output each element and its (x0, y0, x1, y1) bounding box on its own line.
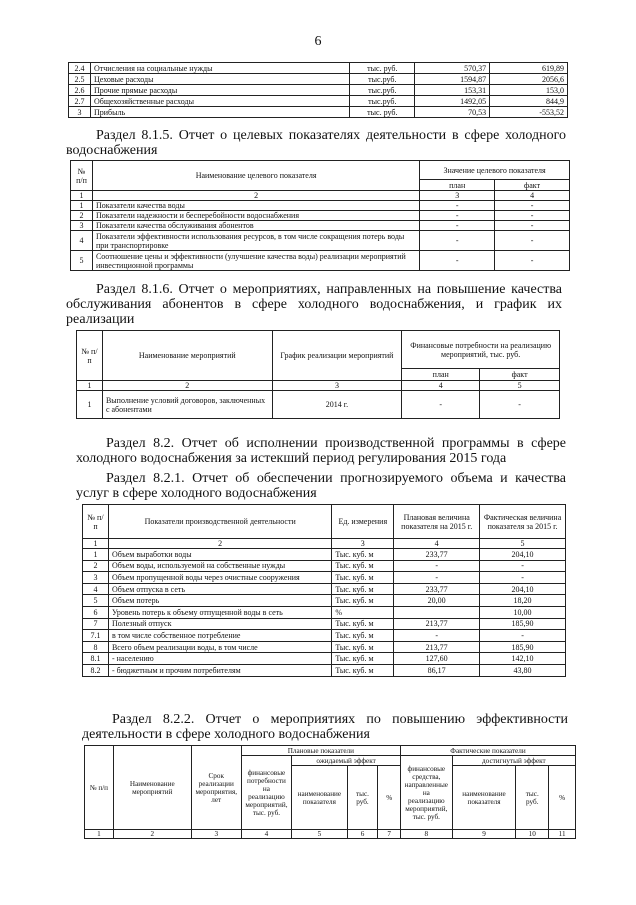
section-822-heading: Раздел 8.2.2. Отчет о мероприятиях по повышению эффективности деятельности в сфере холодного водоснабжения (82, 712, 568, 742)
costs-table (68, 62, 568, 118)
row-unit: Тыс. куб. м (332, 560, 394, 572)
row-fact: - (495, 211, 570, 221)
row-num: 5 (83, 595, 109, 607)
index-cell: 3 (191, 830, 241, 839)
row-plan: - (420, 251, 495, 271)
index-cell: 7 (378, 830, 401, 839)
index-cell: 2 (108, 539, 331, 549)
row-fact: - (495, 251, 570, 271)
row-plan: - (420, 221, 495, 231)
row-num: 8 (83, 641, 109, 653)
table-row (83, 560, 566, 572)
page-number: 6 (314, 34, 322, 49)
row-unit: Тыс. куб. м (332, 583, 394, 595)
row-plan: 127,60 (394, 653, 480, 665)
row-num: 5 (71, 251, 93, 271)
table-row (83, 549, 566, 561)
row-num: 7 (83, 618, 109, 630)
row-num: 2.7 (69, 96, 91, 107)
row-num: 3 (71, 221, 93, 231)
row-unit: Тыс. куб. м (332, 572, 394, 584)
index-cell: 3 (420, 191, 495, 201)
row-plan: 1492,05 (415, 96, 490, 107)
row-name: Прибыль (90, 107, 349, 118)
row-name: Показатели качества воды (92, 201, 419, 211)
row-unit: тыс.руб. (350, 96, 415, 107)
row-unit: Тыс. куб. м (332, 630, 394, 642)
row-name: Показатели качества обслуживания абонентов (92, 221, 419, 231)
table-row (83, 595, 566, 607)
index-cell: 1 (71, 191, 93, 201)
row-plan: 233,77 (394, 549, 480, 561)
row-num: 8.1 (83, 653, 109, 665)
table-row (71, 251, 570, 271)
section-82-heading: Раздел 8.2. Отчет об исполнении производственной программы в сфере холодного водоснабжения за истекший период регулирования 2015 года (76, 436, 566, 466)
row-fact: 185,90 (480, 618, 566, 630)
row-plan: 86,17 (394, 664, 480, 676)
row-fact: 10,00 (480, 606, 566, 618)
row-num: 4 (83, 583, 109, 595)
row-num: 4 (71, 231, 93, 251)
row-name: Объем потерь (108, 595, 331, 607)
row-fact: 43,80 (480, 664, 566, 676)
row-plan: 1594,87 (415, 74, 490, 85)
section-816-heading: Раздел 8.1.6. Отчет о мероприятиях, направленных на повышение качества обслуживания абонентов в сфере холодного водоснабжения, и график их реализации (66, 282, 562, 327)
row-fact: -553,52 (490, 107, 568, 118)
row-plan: - (420, 201, 495, 211)
col-actual-header: Фактические показатели (400, 746, 575, 756)
row-name: Общехозяйственные расходы (90, 96, 349, 107)
row-fact: 204,10 (480, 583, 566, 595)
row-plan: - (394, 560, 480, 572)
row-unit: Тыс. куб. м (332, 549, 394, 561)
row-name: Объем выработки воды (108, 549, 331, 561)
index-cell: 10 (516, 830, 549, 839)
row-name: Выполнение условий договоров, заключенных с абонентами (102, 391, 272, 419)
row-name: Прочие прямые расходы (90, 85, 349, 96)
col-fact-header: Фактическая величина показателя за 2015 г. (480, 505, 566, 539)
row-fact: 619,89 (490, 63, 568, 74)
row-unit: тыс. руб. (350, 107, 415, 118)
table-row (69, 85, 568, 96)
row-num: 1 (83, 549, 109, 561)
col-num-header: № п/п (83, 505, 109, 539)
row-num: 7.1 (83, 630, 109, 642)
col-name-header: Наименование мероприятий (113, 746, 191, 830)
row-unit: тыс.руб. (350, 85, 415, 96)
row-name: Объем пропущенной воды через очистные сооружения (108, 572, 331, 584)
col-achieved-header: достигнутый эффект (452, 756, 575, 766)
table-row (77, 391, 560, 419)
row-plan: - (420, 231, 495, 251)
col-plan-header: план (402, 369, 480, 381)
index-cell: 2 (102, 381, 272, 391)
table-row (83, 630, 566, 642)
col-name-header: Показатели производственной деятельности (108, 505, 331, 539)
col-fact-header: факт (480, 369, 560, 381)
section-821-heading: Раздел 8.2.1. Отчет об обеспечении прогнозируемого объема и качества услуг в сфере холодного водоснабжения (76, 471, 566, 501)
row-num: 2.6 (69, 85, 91, 96)
col-plan-header: Плановая величина показателя на 2015 г. (394, 505, 480, 539)
service-measures-table (76, 330, 560, 419)
row-plan: 570,37 (415, 63, 490, 74)
row-num: 2.5 (69, 74, 91, 85)
row-fact: - (480, 560, 566, 572)
col-num-header: № п/п (71, 161, 93, 191)
index-cell: 3 (272, 381, 402, 391)
index-cell: 9 (452, 830, 516, 839)
col-percent-header: % (549, 766, 576, 830)
row-fact: 844,9 (490, 96, 568, 107)
row-plan: 153,31 (415, 85, 490, 96)
row-name: - бюджетным и прочим потребителям (108, 664, 331, 676)
row-num: 2 (83, 560, 109, 572)
col-value-header: Значение целевого показателя (420, 161, 570, 180)
row-name: Соотношение цены и эффективности (улучшение качества воды) реализации мероприятий инвестиционной программы (92, 251, 419, 271)
col-indicator-header: наименование показателя (452, 766, 516, 830)
index-cell: 4 (402, 381, 480, 391)
row-unit: тыс.руб. (350, 74, 415, 85)
row-plan: 233,77 (394, 583, 480, 595)
col-schedule-header: График реализации мероприятий (272, 331, 402, 381)
table-row (83, 618, 566, 630)
col-percent-header: % (378, 766, 401, 830)
targets-table (70, 160, 570, 271)
col-num-header: № п/п (85, 746, 114, 830)
row-num: 1 (77, 391, 103, 419)
row-name: Всего объем реализации воды, в том числе (108, 641, 331, 653)
index-cell: 8 (400, 830, 452, 839)
row-name: Объем воды, используемой на собственные нужды (108, 560, 331, 572)
table-row (83, 583, 566, 595)
row-plan: 20,00 (394, 595, 480, 607)
col-term-header: Срок реализации мероприятия, лет (191, 746, 241, 830)
table-row (83, 572, 566, 584)
col-finance-header: Финансовые потребности на реализацию мероприятий, тыс. руб. (402, 331, 560, 369)
index-cell: 4 (241, 830, 291, 839)
col-name-header: Наименование целевого показателя (92, 161, 419, 191)
row-unit: Тыс. куб. м (332, 653, 394, 665)
row-unit: Тыс. куб. м (332, 641, 394, 653)
table-row (69, 96, 568, 107)
table-row (69, 74, 568, 85)
row-name: Отчисления на социальные нужды (90, 63, 349, 74)
table-row (71, 231, 570, 251)
col-plan-header: план (420, 180, 495, 191)
index-cell: 2 (92, 191, 419, 201)
index-cell: 1 (85, 830, 114, 839)
table-row (83, 653, 566, 665)
row-name: Полезный отпуск (108, 618, 331, 630)
col-indicator-header: наименование показателя (292, 766, 347, 830)
row-fact: 204,10 (480, 549, 566, 561)
row-fact: - (495, 231, 570, 251)
row-unit: % (332, 606, 394, 618)
row-name: Показатели эффективности использования ресурсов, в том числе сокращения потерь воды при транспортировке (92, 231, 419, 251)
row-unit: тыс. руб. (350, 63, 415, 74)
row-num: 3 (83, 572, 109, 584)
row-fact: 185,90 (480, 641, 566, 653)
row-fact: 142,10 (480, 653, 566, 665)
section-815-heading: Раздел 8.1.5. Отчет о целевых показателях деятельности в сфере холодного водоснабжения (66, 128, 566, 158)
table-row (83, 606, 566, 618)
row-schedule: 2014 г. (272, 391, 402, 419)
row-fact: 18,20 (480, 595, 566, 607)
table-row (71, 221, 570, 231)
row-plan: 70,53 (415, 107, 490, 118)
row-plan (394, 606, 480, 618)
row-num: 8.2 (83, 664, 109, 676)
table-row (83, 664, 566, 676)
col-fact-finance-header: финансовые средства, направленные на реализацию мероприятий, тыс. руб. (400, 756, 452, 830)
row-unit: Тыс. куб. м (332, 664, 394, 676)
row-plan: - (394, 572, 480, 584)
row-name: в том числе собственное потребление (108, 630, 331, 642)
row-num: 1 (71, 201, 93, 211)
col-planned-header: Плановые показатели (241, 746, 400, 756)
table-row (71, 211, 570, 221)
index-cell: 1 (83, 539, 109, 549)
row-name: Объем отпуска в сеть (108, 583, 331, 595)
col-fact-header: факт (495, 180, 570, 191)
row-unit: Тыс. куб. м (332, 595, 394, 607)
index-cell: 2 (113, 830, 191, 839)
col-name-header: Наименование мероприятий (102, 331, 272, 381)
col-plan-finance-header: финансовые потребности на реализацию мероприятий, тыс. руб. (241, 756, 291, 830)
row-num: 2.4 (69, 63, 91, 74)
row-plan: 213,77 (394, 618, 480, 630)
index-cell: 5 (292, 830, 347, 839)
index-cell: 5 (480, 381, 560, 391)
row-plan: 213,77 (394, 641, 480, 653)
index-cell: 4 (495, 191, 570, 201)
table-row (71, 201, 570, 211)
index-cell: 1 (77, 381, 103, 391)
index-cell: 6 (347, 830, 378, 839)
row-plan: - (394, 630, 480, 642)
row-fact: 2056,6 (490, 74, 568, 85)
table-row (69, 107, 568, 118)
row-fact: - (495, 221, 570, 231)
efficiency-table (84, 745, 576, 839)
row-name: - населению (108, 653, 331, 665)
row-plan: - (420, 211, 495, 221)
row-fact: 153,0 (490, 85, 568, 96)
row-name: Цеховые расходы (90, 74, 349, 85)
row-plan: - (402, 391, 480, 419)
table-row (83, 641, 566, 653)
row-fact: - (495, 201, 570, 211)
col-expected-header: ожидаемый эффект (292, 756, 401, 766)
row-name: Уровень потерь к объему отпущенной воды в сеть (108, 606, 331, 618)
row-unit: Тыс. куб. м (332, 618, 394, 630)
index-cell: 5 (480, 539, 566, 549)
row-fact: - (480, 391, 560, 419)
row-num: 3 (69, 107, 91, 118)
col-num-header: № п/п (77, 331, 103, 381)
row-fact: - (480, 572, 566, 584)
row-num: 2 (71, 211, 93, 221)
col-rub-header: тыс. руб. (347, 766, 378, 830)
table-row (69, 63, 568, 74)
index-cell: 11 (549, 830, 576, 839)
index-cell: 4 (394, 539, 480, 549)
col-rub-header: тыс. руб. (516, 766, 549, 830)
index-cell: 3 (332, 539, 394, 549)
row-num: 6 (83, 606, 109, 618)
row-name: Показатели надежности и бесперебойности водоснабжения (92, 211, 419, 221)
row-fact: - (480, 630, 566, 642)
col-unit-header: Ед. измерения (332, 505, 394, 539)
production-table (82, 504, 566, 677)
